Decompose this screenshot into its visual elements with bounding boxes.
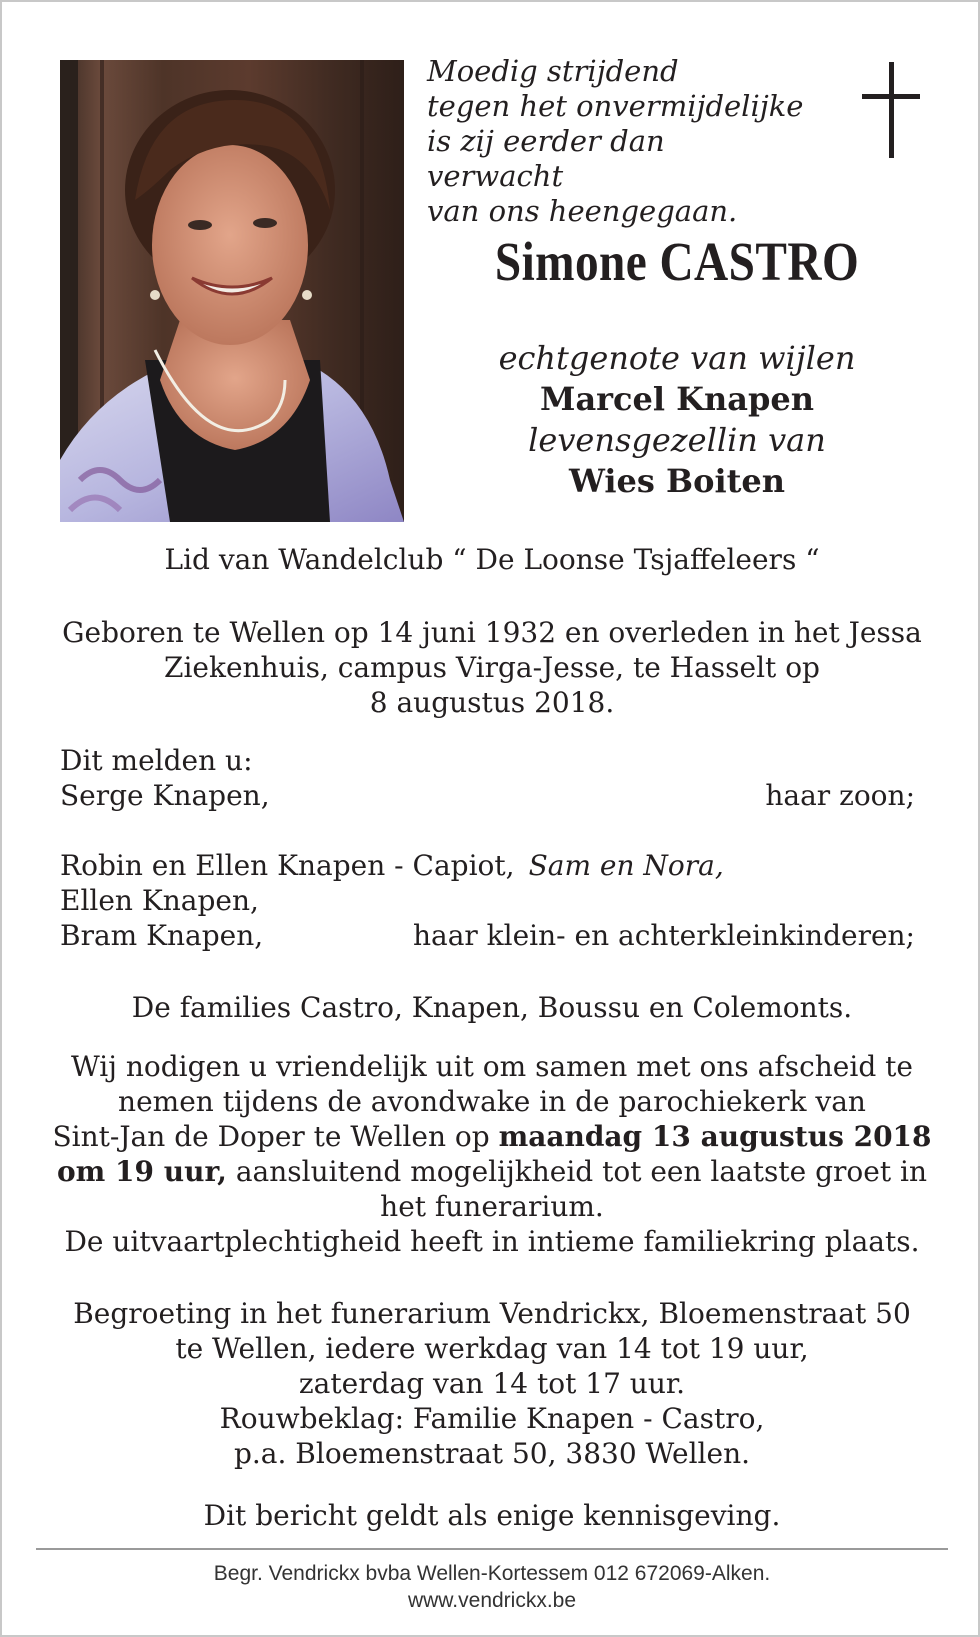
grandchildren-role: haar klein- en achterkleinkinderen;	[412, 919, 915, 952]
funeral-line: De uitvaartplechtigheid heeft in intieme familiekring plaats.	[64, 1225, 920, 1258]
grandchildren-row	[60, 918, 915, 953]
partner-line: levensgezellin van	[528, 421, 826, 459]
cross-icon	[862, 62, 922, 162]
birth-line: 8 augustus 2018.	[369, 686, 615, 719]
membership: Lid van Wandelclub “ De Loonse Tsjaffeleers “	[164, 543, 820, 576]
poem-line: Moedig strijdend	[427, 54, 679, 88]
footer-website-link[interactable]: www.vendrickx.be	[407, 1589, 577, 1612]
son-role: haar zoon;	[765, 779, 915, 812]
footer	[42, 1560, 942, 1614]
son-name: Serge Knapen,	[60, 779, 270, 812]
wake-time: om 19 uur,	[56, 1155, 227, 1188]
portrait-photo	[60, 60, 404, 522]
footer-funeral-home: Begr. Vendrickx bvba Wellen-Kortessem 012 672069-Alken.	[213, 1562, 771, 1585]
wake-line: Wij nodigen u vriendelijk uit om samen met ons afscheid te	[71, 1050, 913, 1083]
families: De families Castro, Knapen, Boussu en Colemonts.	[131, 991, 853, 1024]
grandchildren-row	[60, 848, 915, 883]
poem	[427, 54, 807, 229]
spouse-block	[422, 338, 932, 502]
wake-line: nemen tijdens de avondwake in de parochiekerk van	[118, 1085, 866, 1118]
birth-line: Geboren te Wellen op 14 juni 1932 en overleden in het Jessa	[62, 616, 922, 649]
wake-date: maandag 13 augustus 2018	[498, 1120, 932, 1153]
partner-name: Wies Boiten	[569, 462, 785, 500]
wake-text: aansluitend mogelijkheid tot een laatste groet in	[226, 1155, 927, 1188]
poem-line: tegen het onvermijdelijke	[427, 89, 804, 123]
grandchild-name: Robin en Ellen Knapen - Capiot,	[60, 849, 515, 882]
spouse-line: echtgenote van wijlen	[498, 339, 856, 377]
poem-line: van ons heengegaan.	[427, 194, 738, 228]
wake-line: het funerarium.	[380, 1190, 604, 1223]
spouse-name: Marcel Knapen	[540, 380, 814, 418]
visit-line: te Wellen, iedere werkdag van 14 tot 19 uur,	[175, 1332, 809, 1365]
birth-death-info	[42, 615, 942, 720]
son-row	[60, 778, 915, 813]
address-line: p.a. Bloemenstraat 50, 3830 Wellen.	[233, 1437, 751, 1470]
grandchild-name: Ellen Knapen,	[60, 884, 259, 917]
visiting-info	[42, 1296, 942, 1471]
visit-line: zaterdag van 14 tot 17 uur.	[298, 1367, 686, 1400]
deceased-name: Simone CASTRO	[494, 231, 860, 292]
condolence-line: Rouwbeklag: Familie Knapen - Castro,	[219, 1402, 765, 1435]
great-grandchildren: Sam en Nora,	[528, 849, 724, 882]
divider	[36, 1548, 948, 1550]
wake-line	[42, 1154, 942, 1189]
birth-line: Ziekenhuis, campus Virga-Jesse, te Hasselt op	[164, 651, 820, 684]
wake-line	[42, 1119, 942, 1154]
announcement-block	[60, 743, 915, 953]
visit-line: Begroeting in het funerarium Vendrickx, Bloemenstraat 50	[73, 1297, 911, 1330]
wake-text: Sint-Jan de Doper te Wellen op	[52, 1120, 499, 1153]
poem-line: is zij eerder dan verwacht	[427, 124, 665, 193]
grandchild-name: Bram Knapen,	[60, 919, 264, 952]
wake-info	[42, 1049, 942, 1259]
announce-intro: Dit melden u:	[60, 744, 253, 777]
notice: Dit bericht geldt als enige kennisgeving.	[203, 1499, 781, 1532]
